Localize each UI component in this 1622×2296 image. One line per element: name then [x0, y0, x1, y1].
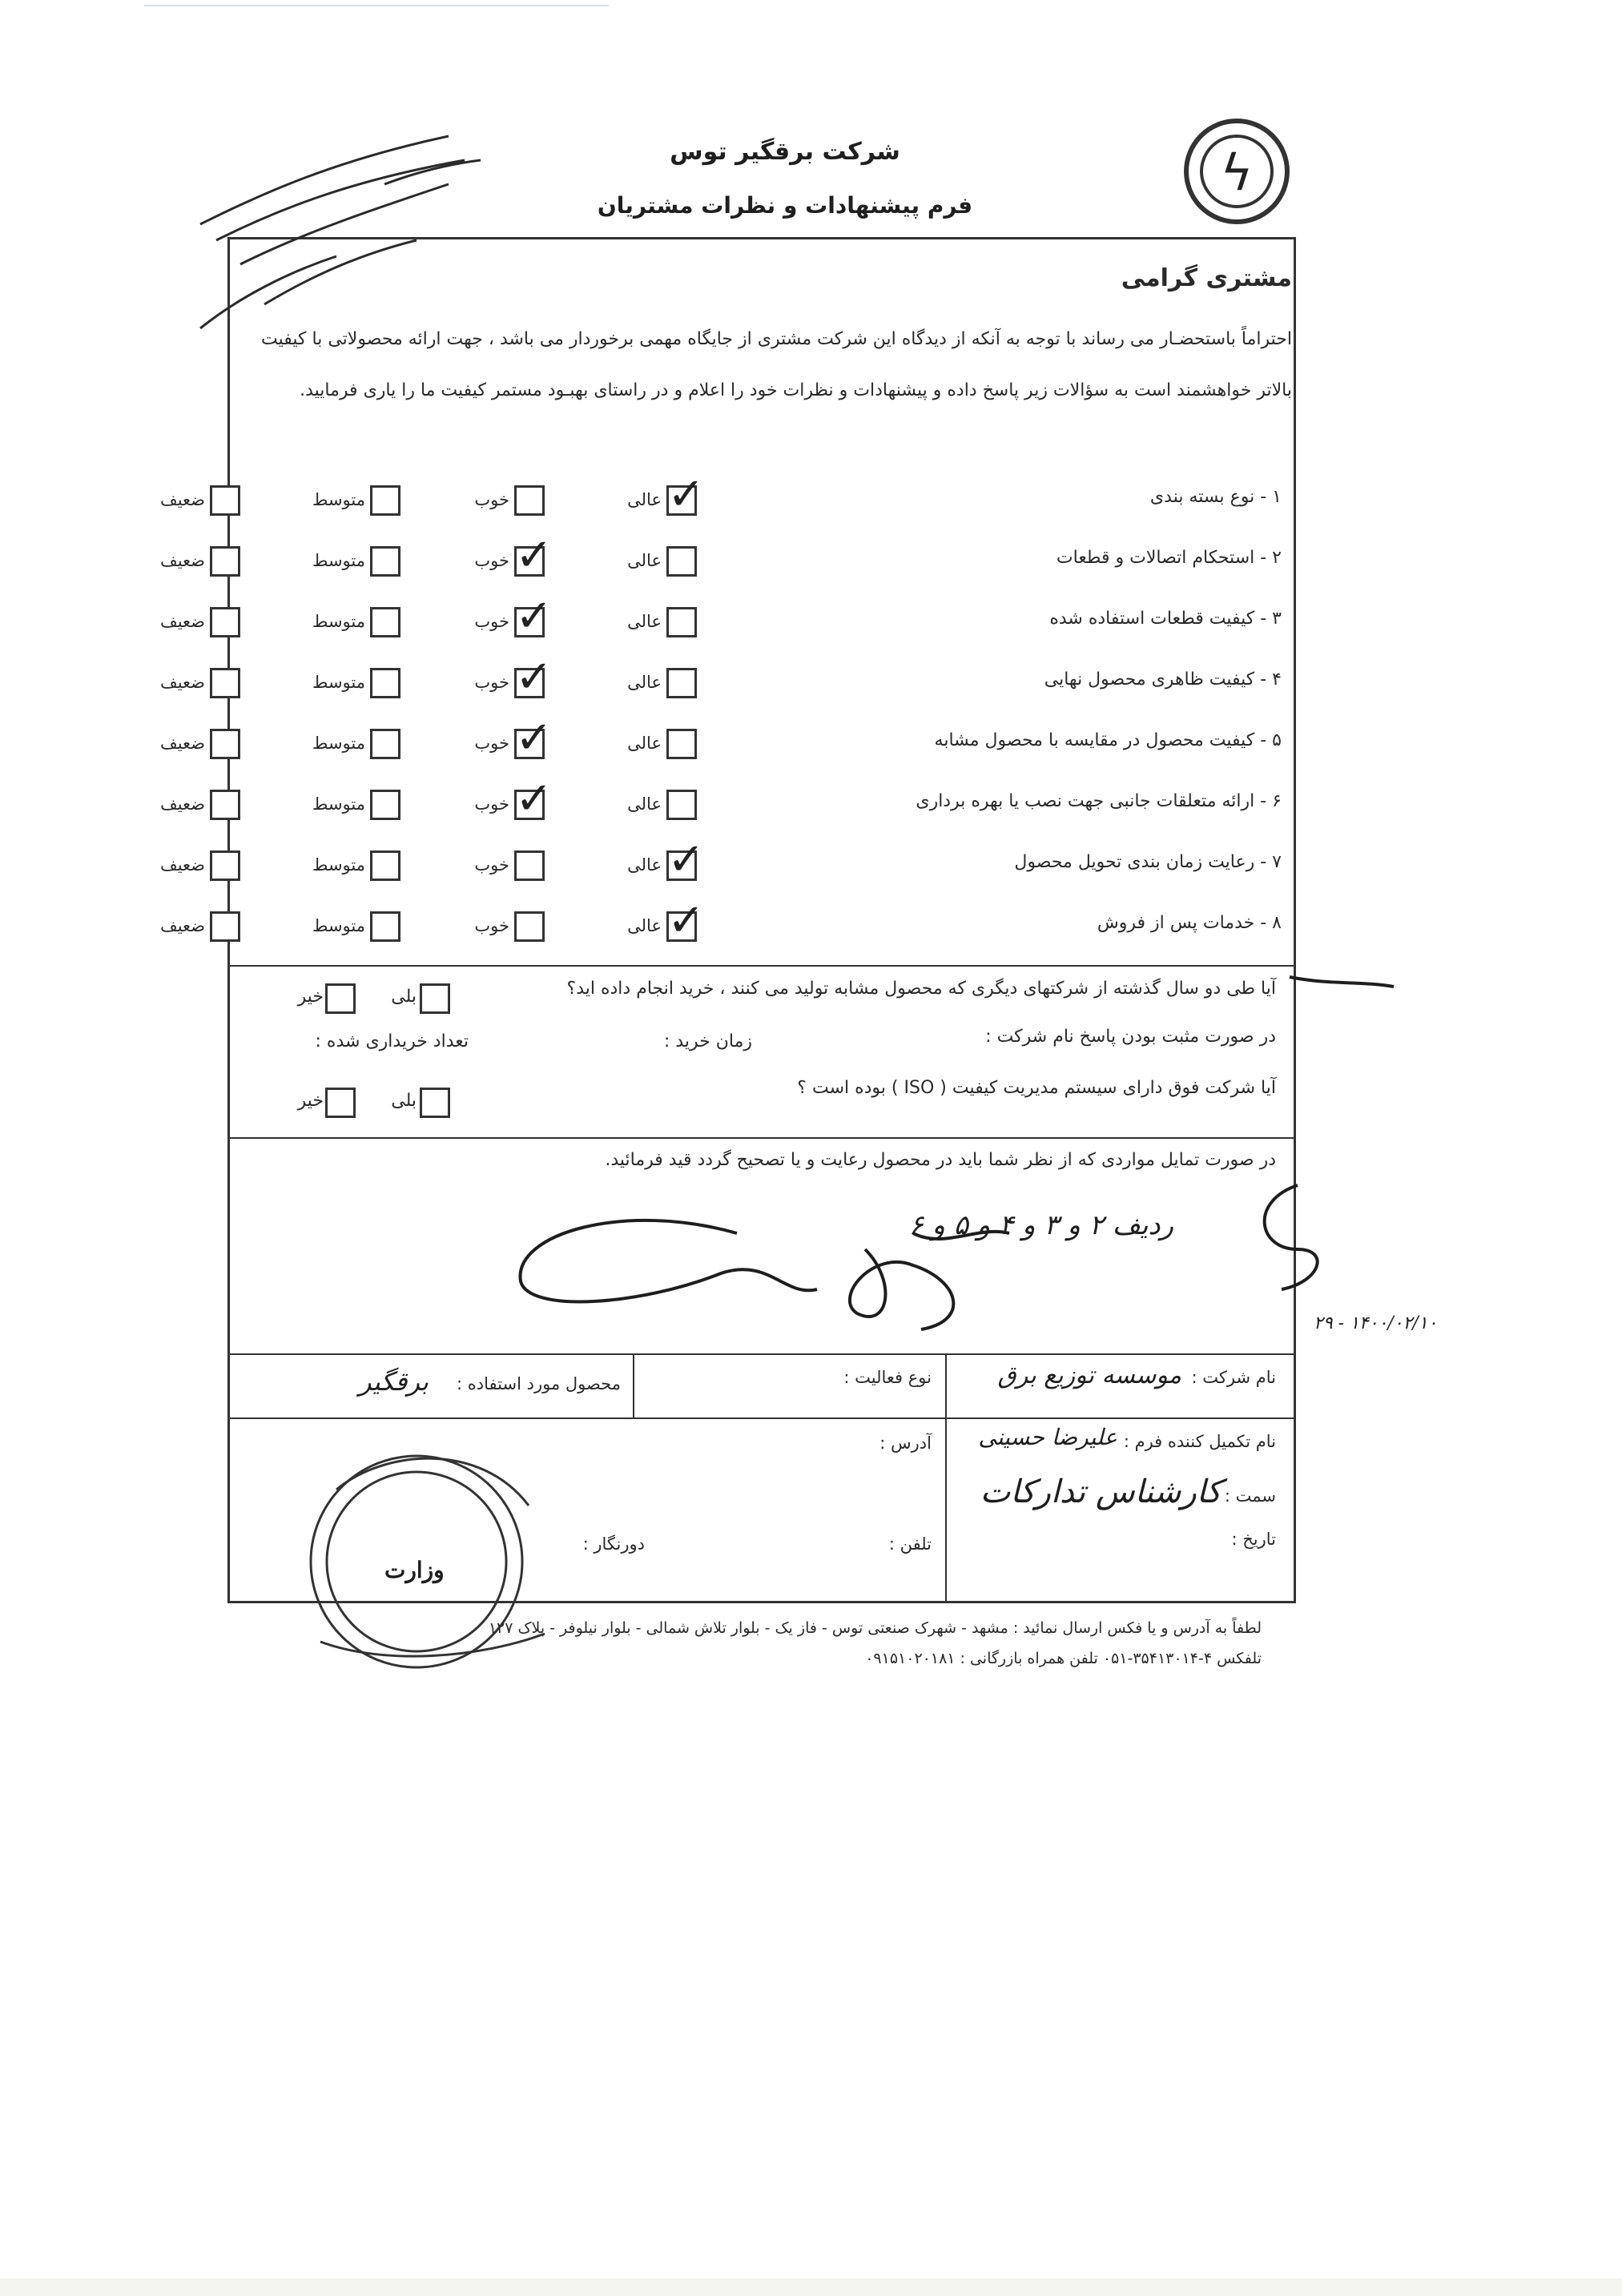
- question-label: ۶ - ارائه متعلقات جانبی جهت نصب یا بهره برداری: [916, 791, 1282, 811]
- comments-handwritten: ردیف ۲ و ۳ و ۴ و ۵ و ۶: [908, 1209, 1173, 1241]
- iso-yes-label: بلی: [391, 1091, 417, 1111]
- rating-option-label: متوسط: [312, 855, 365, 875]
- product-label: محصول مورد استفاده :: [457, 1374, 621, 1393]
- fax-label: دورنگار :: [582, 1534, 645, 1554]
- rating-option-label: عالی: [627, 612, 662, 631]
- rating-option-label: عالی: [627, 794, 662, 814]
- activity-label: نوع فعالیت :: [843, 1368, 932, 1387]
- rating-option-label: خوب: [474, 612, 509, 631]
- iso-no-label: خیر: [297, 1091, 324, 1111]
- rating-option-label: ضعیف: [159, 855, 205, 875]
- purchase-yes-label: بلی: [391, 987, 417, 1007]
- rating-option-label: خوب: [474, 794, 509, 814]
- intro-paragraph: احتراماً باستحضـار می رساند با توجه به آنکه از دیدگاه این شرکت مشتری از جایگاه مهمی برخوردار می باشد ، جهت ارائه محصولاتی با کیفیت بالاتر خواهشمند است به سؤالات زیر پاسخ داده و پیشنهادات و نظرات خود را اعلام و در راستای بهبـود مستمر کیفیت ما را یاری فرمایید.: [261, 329, 1292, 400]
- checkmark-icon: ✓: [515, 651, 553, 703]
- form-filler-label: نام تکمیل کننده فرم :: [1123, 1432, 1276, 1451]
- company-name-value: موسسه توزیع برق: [997, 1361, 1181, 1389]
- rating-option-label: عالی: [627, 855, 662, 875]
- rating-option-label: عالی: [627, 916, 662, 935]
- rating-option-label: ضعیف: [159, 490, 205, 509]
- form-filler-value: علیرضا حسینی: [978, 1424, 1117, 1450]
- rating-option-label: متوسط: [312, 612, 365, 631]
- form-title: فرم پیشنهادات و نظرات مشتریان: [597, 192, 973, 219]
- address-label: آدرس :: [879, 1433, 932, 1453]
- rating-option-label: عالی: [627, 490, 662, 509]
- question-label: ۵ - کیفیت محصول در مقایسه با محصول مشابه: [934, 730, 1282, 750]
- rating-option-label: عالی: [627, 551, 662, 570]
- comments-prompt: در صورت تمایل مواردی که از نظر شما باید در محصول رعایت و یا تصحیح گردد قید فرمائید.: [605, 1150, 1276, 1170]
- rating-option-label: خوب: [474, 490, 509, 509]
- footer-address: لطفاً به آدرس و یا فکس ارسال نمائید : مشهد - شهرک صنعتی توس - فاز یک - بلوار تلاش شمالی - بلوار نیلوفر - پلاک ۱۲۷: [488, 1619, 1262, 1637]
- rating-option-label: ضعیف: [159, 916, 205, 935]
- question-label: ۷ - رعایت زمان بندی تحویل محصول: [1014, 852, 1282, 872]
- footer-phones: تلفکس ۴-۳۵۴۱۳۰۱۴-۰۵۱ تلفن همراه بازرگانی : ۰۹۱۵۱۰۲۰۱۸۱: [865, 1650, 1262, 1667]
- margin-note: ۱۴۰۰/۰۲/۱۰ - ۲۹: [1314, 1313, 1438, 1333]
- rating-option-label: عالی: [627, 673, 662, 692]
- margin-handwriting: [200, 136, 481, 328]
- rating-option-label: خوب: [474, 673, 509, 692]
- company-name-label: نام شرکت :: [1191, 1368, 1276, 1387]
- position-label: سمت :: [1224, 1486, 1276, 1506]
- rating-option-label: متوسط: [312, 734, 365, 753]
- signature: [520, 977, 1394, 1329]
- purchase-question: آیا طی دو سال گذشته از شرکتهای دیگری که محصول مشابه تولید می کنند ، خرید انجام داده اید؟: [566, 979, 1276, 999]
- rating-option-label: متوسط: [312, 673, 365, 692]
- question-label: ۲ - استحکام اتصالات و قطعات: [1056, 548, 1282, 568]
- rating-option-label: ضعیف: [159, 551, 205, 570]
- rating-option-label: متوسط: [312, 551, 365, 570]
- checkmark-icon: ✓: [515, 529, 553, 581]
- purchase-time-label: زمان خرید :: [663, 1031, 752, 1051]
- rating-option-label: عالی: [627, 734, 662, 753]
- question-label: ۳ - کیفیت قطعات استفاده شده: [1049, 609, 1282, 629]
- purchase-count-label: تعداد خریداری شده :: [315, 1031, 469, 1051]
- checkmark-icon: ✓: [515, 773, 553, 825]
- question-label: ۸ - خدمات پس از فروش: [1097, 913, 1282, 933]
- product-value: برقگیر: [359, 1366, 429, 1397]
- rating-option-label: ضعیف: [159, 794, 205, 814]
- iso-question: آیا شرکت فوق دارای سیستم مدیریت کیفیت ( ISO ) بوده است ؟: [797, 1078, 1276, 1098]
- checkmark-icon: ✓: [515, 590, 553, 642]
- rating-option-label: خوب: [474, 551, 509, 570]
- date-label: تاریخ :: [1231, 1530, 1276, 1549]
- greeting: مشتری گرامی: [1121, 264, 1292, 292]
- rating-option-label: خوب: [474, 734, 509, 753]
- rating-option-label: ضعیف: [159, 673, 205, 692]
- question-label: ۱ - نوع بسته بندی: [1149, 487, 1282, 507]
- checkmark-icon: ✓: [667, 468, 705, 521]
- position-value: کارشناس تدارکات: [980, 1474, 1222, 1510]
- rating-option-label: متوسط: [312, 916, 365, 935]
- phone-label: تلفن :: [888, 1534, 932, 1554]
- stamp-text: وزارت: [384, 1557, 445, 1583]
- company-name: شرکت برقگیر توس: [670, 138, 900, 166]
- other-company-label: در صورت مثبت بودن پاسخ نام شرکت :: [985, 1027, 1276, 1047]
- purchase-no-label: خیر: [297, 987, 324, 1007]
- checkmark-icon: ✓: [667, 834, 705, 886]
- question-label: ۴ - کیفیت ظاهری محصول نهایی: [1044, 669, 1282, 690]
- rating-option-label: متوسط: [312, 490, 365, 509]
- checkmark-icon: ✓: [667, 895, 705, 947]
- checkmark-icon: ✓: [515, 712, 553, 764]
- rating-option-label: متوسط: [312, 794, 365, 814]
- rating-option-label: ضعیف: [159, 734, 205, 753]
- rating-option-label: خوب: [474, 916, 509, 935]
- rating-option-label: خوب: [474, 855, 509, 875]
- official-stamp: [311, 1456, 545, 1667]
- rating-option-label: ضعیف: [159, 612, 205, 631]
- lightning-seal-icon: ϟ: [1220, 143, 1254, 202]
